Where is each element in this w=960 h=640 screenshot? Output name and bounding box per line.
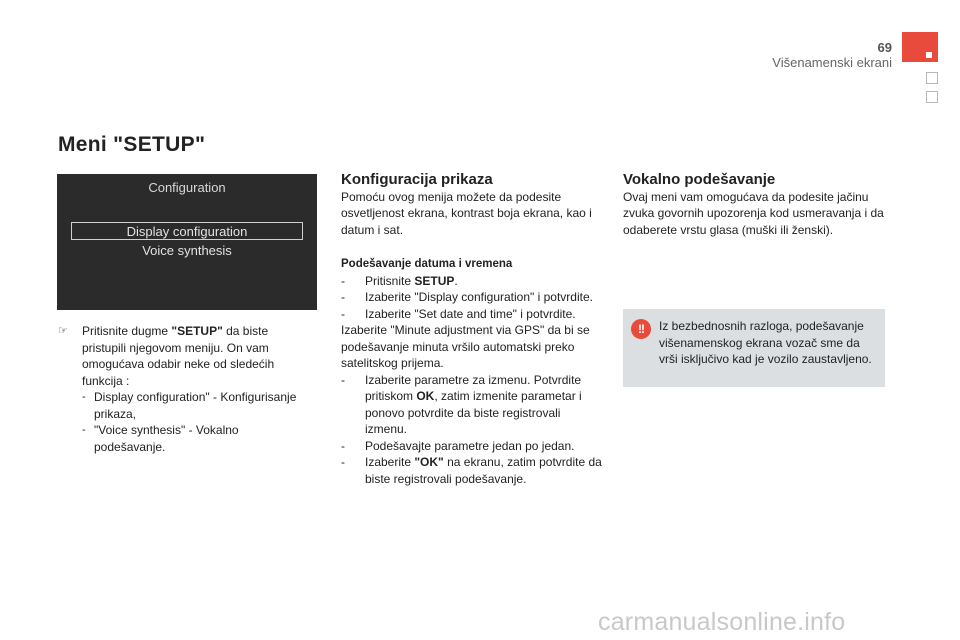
tab-square-icon — [926, 52, 932, 58]
watermark: carmanualsonline.info — [598, 608, 846, 636]
warning-text: Iz bezbednosnih razloga, podešavanje višenamenskog ekrana vozač sme da vrši isključivo kad je vozilo zaustavljeno. — [659, 319, 872, 366]
section-tab-marker — [902, 32, 938, 62]
display-configuration-section — [341, 172, 603, 487]
section-heading: Konfiguracija prikaza — [341, 171, 493, 188]
screen-item-display-configuration: Display configuration — [71, 222, 303, 240]
step-note: Izaberite "Minute adjustment via GPS" da bi se podešavanje minuta vršilo automatski preko satelitskog prijema. — [341, 323, 590, 370]
step-item: - Izaberite parametre za izmenu. Potvrdite pritiskom OK, zatim izmenite parametar i ponovo potvrdite da biste registrovali izmenu. — [341, 372, 582, 436]
step-item: - Izaberite "OK" na ekranu, zatim potvrdite da biste registrovali podešavanje. — [341, 455, 602, 486]
bullet-paragraph — [58, 323, 308, 455]
list-item: - Display configuration" - Konfigurisanje prikaza, — [82, 390, 297, 421]
pointing-hand-icon: ☞ — [58, 325, 68, 337]
tab-box-icon — [926, 72, 938, 84]
section-intro: Pomoću ovog menija možete da podesite osvetljenost ekrana, kontrast boja ekrana, kao i datum i sat. — [341, 189, 592, 237]
subheading: Podešavanje datuma i vremena — [341, 258, 513, 270]
tab-box-icon — [926, 91, 938, 103]
screen-item-voice-synthesis: Voice synthesis — [142, 243, 232, 258]
safety-warning-box — [623, 309, 885, 387]
step-item: - Izaberite "Display configuration" i potvrdite. — [341, 290, 593, 304]
step-item: - Pritisnite SETUP. — [341, 273, 458, 288]
page-number: 69 — [877, 40, 892, 55]
exclamation-warning-icon: !! — [631, 319, 651, 339]
setup-instructions — [58, 323, 308, 455]
list-item: - "Voice synthesis" - Vokalno podešavanje. — [82, 423, 239, 454]
section-heading: Vokalno podešavanje — [623, 171, 776, 188]
section-intro: Ovaj meni vam omogućava da podesite jačinu zvuka govornih upozorenja kod usmeravanja i da odaberete vrstu glasa (muški ili ženski). — [623, 189, 884, 237]
setup-screen-illustration — [57, 174, 317, 310]
page-title: Meni "SETUP" — [58, 133, 206, 156]
screen-heading: Configuration — [148, 180, 226, 195]
step-item: - Izaberite "Set date and time" i potvrdite. — [341, 306, 576, 321]
step-item: - Podešavajte parametre jedan po jedan. — [341, 438, 575, 453]
section-title: Višenamenski ekrani — [772, 55, 892, 70]
voice-synthesis-section — [623, 172, 885, 238]
setup-intro: Pritisnite dugme "SETUP" da biste pristupili njegovom meniju. On vam omogućava odabir neke od sledećih funkcija : — [82, 324, 275, 388]
